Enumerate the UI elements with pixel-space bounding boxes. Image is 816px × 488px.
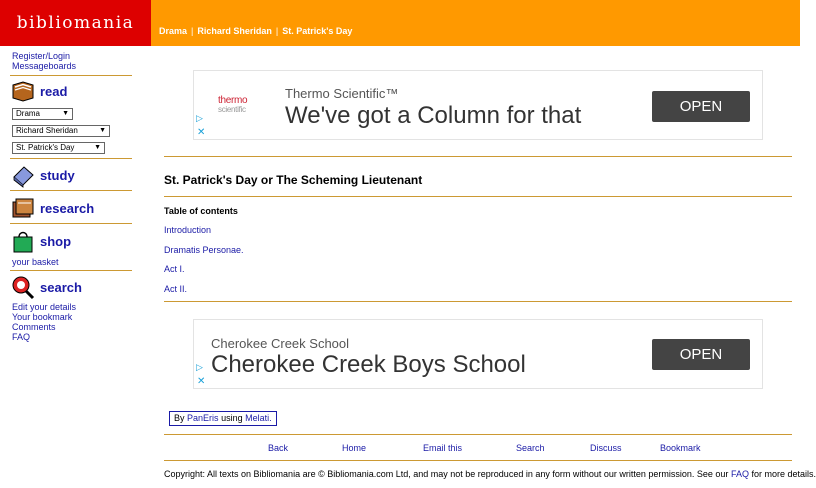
comments-link[interactable]: Comments: [12, 322, 56, 332]
faq-link[interactable]: FAQ: [12, 332, 31, 342]
credit-box: [169, 411, 277, 426]
genre-select[interactable]: [12, 108, 73, 120]
book-icon: [11, 79, 35, 103]
read-label: read: [40, 83, 68, 99]
edit-details-link[interactable]: Edit your details: [12, 302, 77, 312]
ad-advertiser: Thermo Scientific™: [285, 86, 399, 101]
bookmark-link[interactable]: Your bookmark: [12, 312, 73, 322]
ad-open-button[interactable]: OPEN: [652, 91, 750, 122]
breadcrumb-separator: |: [275, 26, 279, 36]
divider: [164, 434, 792, 435]
account-links: [12, 302, 76, 342]
chevron-down-icon: ▼: [62, 110, 69, 117]
divider: [164, 196, 792, 197]
breadcrumb-title[interactable]: St. Patrick's Day: [282, 26, 353, 36]
divider: [164, 460, 792, 461]
melati-link[interactable]: Melati.: [245, 413, 272, 423]
ad-open-button[interactable]: OPEN: [652, 339, 750, 370]
divider: [10, 223, 132, 224]
logo-text: bibliomania: [16, 13, 135, 33]
author-select-value: Richard Sheridan: [16, 126, 78, 135]
search-label: search: [40, 279, 82, 295]
account-top-links: [12, 51, 76, 71]
credit-using: using: [221, 413, 243, 423]
ad-close-icon[interactable]: ✕: [197, 376, 206, 387]
study-label: study: [40, 167, 75, 183]
magnifier-icon: [11, 275, 35, 299]
copyright-notice: [164, 469, 816, 479]
advertisement[interactable]: [193, 319, 763, 389]
paneris-link[interactable]: PanEris: [187, 413, 219, 423]
divider: [164, 301, 792, 302]
messageboards-link[interactable]: Messageboards: [12, 61, 77, 71]
ad-info-icon[interactable]: ▷: [196, 362, 203, 372]
genre-select-value: Drama: [16, 109, 41, 118]
copyright-text: Copyright: All texts on Bibliomania are © Bibliomania.com Ltd, and may not be reproduced in any form without our written permission. See our: [164, 469, 729, 479]
email-this-link[interactable]: Email this: [423, 443, 463, 453]
chevron-down-icon: ▼: [94, 144, 101, 151]
author-select[interactable]: [12, 125, 110, 137]
research-label: research: [40, 200, 95, 216]
books-icon: [11, 196, 35, 220]
divider: [10, 75, 132, 76]
register-login-link[interactable]: Register/Login: [12, 51, 71, 61]
ad-headline[interactable]: We've got a Column for that: [285, 102, 582, 129]
breadcrumb: [159, 26, 352, 36]
discuss-link[interactable]: Discuss: [590, 443, 622, 453]
advertisement[interactable]: [193, 70, 763, 140]
research-section[interactable]: [11, 195, 94, 221]
home-link[interactable]: Home: [342, 443, 367, 453]
bookmark-page-link[interactable]: Bookmark: [660, 443, 701, 453]
search-section[interactable]: [11, 274, 82, 300]
sidebar: [0, 46, 140, 488]
divider: [164, 156, 792, 157]
work-select[interactable]: [12, 142, 105, 154]
notebook-icon: [11, 163, 35, 187]
ad-advertiser: Cherokee Creek School: [211, 336, 350, 351]
shopping-bag-icon: [11, 229, 35, 253]
footer-faq-link[interactable]: FAQ: [730, 469, 749, 479]
shop-label: shop: [40, 233, 72, 249]
divider: [10, 190, 132, 191]
work-select-value: St. Patrick's Day: [16, 143, 75, 152]
study-section[interactable]: [11, 162, 75, 188]
copyright-text-end: for more details.: [751, 469, 816, 479]
page-title: St. Patrick's Day or The Scheming Lieutenant: [164, 173, 423, 187]
toc-link-act-1[interactable]: Act I.: [164, 264, 185, 274]
breadcrumb-author[interactable]: Richard Sheridan: [197, 26, 272, 36]
ad-info-icon[interactable]: ▷: [196, 113, 203, 123]
credit-by: By: [174, 413, 185, 423]
toc-heading: Table of contents: [164, 206, 238, 216]
top-bar: [151, 0, 800, 46]
search-link[interactable]: Search: [516, 443, 545, 453]
ad-close-icon[interactable]: ✕: [197, 127, 206, 138]
toc-link-introduction[interactable]: Introduction: [164, 225, 212, 235]
back-link[interactable]: Back: [268, 443, 289, 453]
ad-headline[interactable]: Cherokee Creek Boys School: [211, 351, 526, 378]
basket-link[interactable]: your basket: [12, 257, 59, 267]
read-section[interactable]: [11, 78, 67, 104]
chevron-down-icon: ▼: [99, 127, 106, 134]
shop-section[interactable]: [11, 228, 71, 254]
divider: [10, 270, 132, 271]
toc-link-dramatis-personae[interactable]: Dramatis Personae.: [164, 245, 244, 255]
toc-link-act-2[interactable]: Act II.: [164, 284, 188, 294]
divider: [10, 158, 132, 159]
site-logo[interactable]: [0, 0, 151, 46]
breadcrumb-separator: |: [191, 26, 194, 36]
advertiser-logo: thermo scientific: [218, 95, 248, 114]
breadcrumb-drama[interactable]: Drama: [159, 26, 188, 36]
